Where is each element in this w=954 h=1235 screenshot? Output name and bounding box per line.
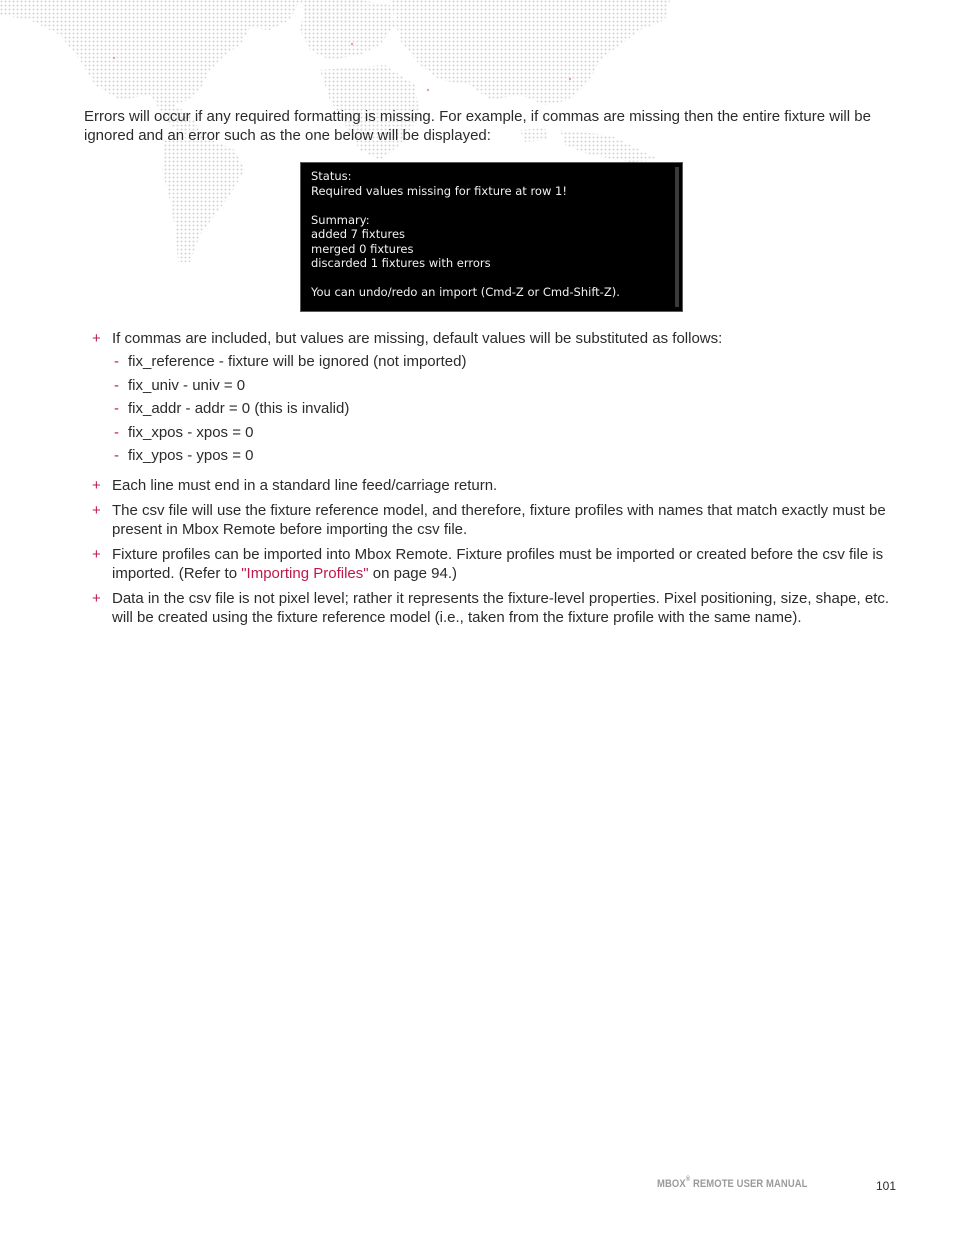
- sublist-item: [112, 399, 896, 423]
- status-line: [311, 271, 672, 286]
- plus-bullet-icon: +: [92, 330, 101, 347]
- dash-bullet-icon: -: [114, 376, 119, 394]
- dash-bullet-icon: -: [114, 400, 119, 417]
- dash-bullet-icon: -: [114, 423, 119, 441]
- status-line: [311, 198, 672, 213]
- status-line: Required values missing for fixture at row 1!: [311, 183, 567, 198]
- list-item-text: The csv file will use the fixture reference model, and therefore, fixture profiles with names that match exactly must be present in Mbox Remote before importing the csv file.: [112, 501, 886, 538]
- list-item-text: If commas are included, but values are missing, default values will be substituted as follows:: [112, 330, 723, 347]
- list-item: [92, 329, 896, 470]
- registered-mark: ®: [685, 1176, 691, 1183]
- status-line: Status:: [311, 169, 352, 183]
- sublist-item-text: fix_univ - univ = 0: [128, 376, 246, 394]
- list-item-text-before: Fixture profiles can be imported into Mbox Remote. Fixture profiles must be imported or created before the csv file is imported. (Refer to: [112, 545, 884, 582]
- default-values-sublist: [112, 352, 896, 470]
- list-item-text: Each line must end in a standard line feed/carriage return.: [112, 476, 498, 494]
- status-line: merged 0 fixtures: [311, 241, 414, 256]
- list-item: [92, 545, 896, 583]
- list-item-text-after: on page 94.): [368, 564, 457, 582]
- sublist-item: [112, 423, 896, 447]
- status-line: You can undo/redo an import (Cmd-Z or Cmd-Shift-Z).: [311, 285, 620, 299]
- footer-title-text: REMOTE USER MANUAL: [690, 1178, 808, 1190]
- import-status-screenshot: [300, 162, 683, 312]
- plus-bullet-icon: +: [92, 476, 101, 494]
- plus-bullet-icon: +: [92, 589, 101, 607]
- sublist-item: [112, 376, 896, 400]
- importing-profiles-link[interactable]: "Importing Profiles": [241, 564, 369, 582]
- dash-bullet-icon: -: [114, 447, 119, 464]
- sublist-item-text: fix_ypos - ypos = 0: [128, 447, 254, 464]
- sublist-item-text: fix_addr - addr = 0 (this is invalid): [128, 400, 350, 417]
- list-item: [92, 501, 896, 539]
- sublist-item: [112, 446, 896, 470]
- sublist-item-text: fix_xpos - xpos = 0: [128, 423, 254, 441]
- status-scrollbar[interactable]: [675, 167, 679, 307]
- status-line: Summary:: [311, 212, 370, 227]
- list-item-text: Data in the csv file is not pixel level; rather it represents the fixture-level properties. Pixel positioning, size, shape, etc. will be created using the fixture reference model (i.e., taken from the fixture profile with the same name).: [112, 589, 890, 626]
- list-item: [92, 589, 896, 627]
- footer-manual-title: [657, 1178, 808, 1190]
- footer-brand: MBOX: [657, 1178, 686, 1190]
- rules-list: [92, 329, 896, 633]
- plus-bullet-icon: +: [92, 501, 101, 519]
- intro-paragraph: Errors will occur if any required formatting is missing. For example, if commas are missing then the entire fixture will be ignored and an error such as the one below will be displayed:: [84, 108, 871, 144]
- status-line: discarded 1 fixtures with errors: [311, 256, 491, 270]
- sublist-item: [112, 352, 896, 376]
- status-line: added 7 fixtures: [311, 227, 406, 241]
- page-number: 101: [876, 1179, 897, 1193]
- list-item: [92, 476, 896, 495]
- intro-block: [84, 107, 896, 145]
- plus-bullet-icon: +: [92, 545, 101, 563]
- dash-bullet-icon: -: [114, 353, 119, 370]
- sublist-item-text: fix_reference - fixture will be ignored (not imported): [128, 353, 467, 370]
